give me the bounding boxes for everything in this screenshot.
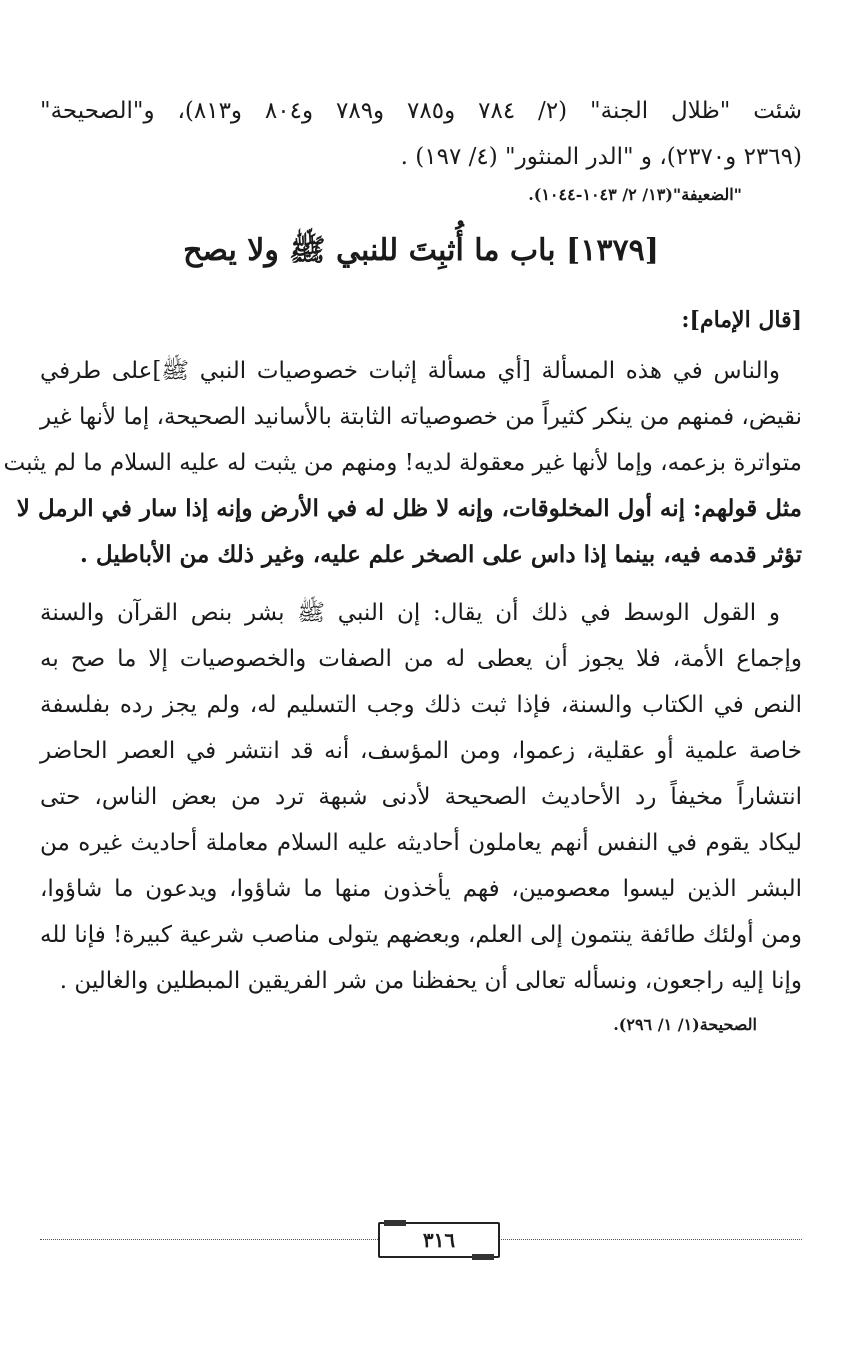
paragraph-2	[40, 590, 802, 1040]
intro-line-2: (٢٣٦٩ و٢٣٧٠)، و "الدر المنثور" (٤/ ١٩٧) .	[400, 144, 802, 170]
paragraph-2-line: وإنا إليه راجعون، ونسأله تعالى أن يحفظنا من شر الفريقين المبطلين والغالين .	[59, 968, 802, 994]
paragraph-2-line: ومن أولئك طائفة ينتمون إلى العلم، وبعضهم يتولى مناصب شرعية كبيرة! فإنا لله	[40, 922, 802, 948]
page-footer	[40, 1220, 802, 1260]
paragraph-2-line: ليكاد يقوم في النفس أنهم يعاملون أحاديثه عليه السلام معاملة أحاديث غيره من	[40, 830, 802, 856]
paragraph-1-line: مثل قولهم: إنه أول المخلوقات، وإنه لا ظل له في الأرض وإنه إذا سار في الرمل لا	[16, 495, 802, 522]
paragraph-2-line: البشر الذين ليسوا معصومين، فهم يأخذون منها ما شاؤوا، ويدعون ما شاؤوا،	[40, 876, 802, 902]
paragraph-1-line: والناس في هذه المسألة [أي مسألة إثبات خصوصيات النبي ﷺ]على طرفي	[40, 358, 780, 384]
paragraph-1-line: نقيض، فمنهم من ينكر كثيراً من خصوصياته الثابتة بالأسانيد الصحيحة، إما لأنها غير	[40, 404, 802, 430]
paragraph-2-line: وإجماع الأمة، فلا يجوز أن يعطى له من الصفات والخصوصيات إلا ما صح به	[40, 646, 802, 672]
paragraph-2-line: انتشاراً مخيفاً رد الأحاديث الصحيحة لأدنى شبهة ترد من بعض الناس، حتى	[40, 784, 802, 810]
paragraph-1	[3, 348, 802, 578]
paragraph-2-line: خاصة علمية أو عقلية، زعموا، ومن المؤسف، أنه قد انتشر في العصر الحاضر	[40, 738, 802, 764]
paragraph-2-line: النص في الكتاب والسنة، فإذا ثبت ذلك وجب التسليم له، ولم يجز رده بفلسفة	[40, 692, 802, 718]
intro-block	[40, 88, 802, 210]
intro-line-1: شئت "ظلال الجنة" (٢/ ٧٨٤ و٧٨٥ و٧٨٩ و٨٠٤ و٨١٣)، و"الصحيحة"	[40, 98, 803, 124]
page-number: ٣١٦	[378, 1222, 500, 1258]
paragraph-1-line: تؤثر قدمه فيه، بينما إذا داس على الصخر علم عليه، وغير ذلك من الأباطيل .	[79, 541, 802, 568]
imam-label: [قال الإمام]:	[681, 307, 802, 333]
paragraph-2-line: و القول الوسط في ذلك أن يقال: إن النبي ﷺ بشر بنص القرآن والسنة	[40, 600, 780, 626]
paragraph-2-source-reference: الصحيحة(١/ ١/ ٢٩٦).	[613, 1015, 757, 1034]
page-content	[3, 88, 803, 1040]
paragraph-1-line: متواترة بزعمه، وإما لأنها غير معقولة لديه! ومنهم من يثبت له عليه السلام ما لم يثبت	[3, 450, 802, 476]
chapter-title: [١٣٧٩] باب ما أُثبِتَ للنبي ﷺ ولا يصح	[183, 233, 659, 268]
intro-source-reference: "الضعيفة"(١٣/ ٢/ ١٠٤٣-١٠٤٤).	[528, 185, 742, 204]
